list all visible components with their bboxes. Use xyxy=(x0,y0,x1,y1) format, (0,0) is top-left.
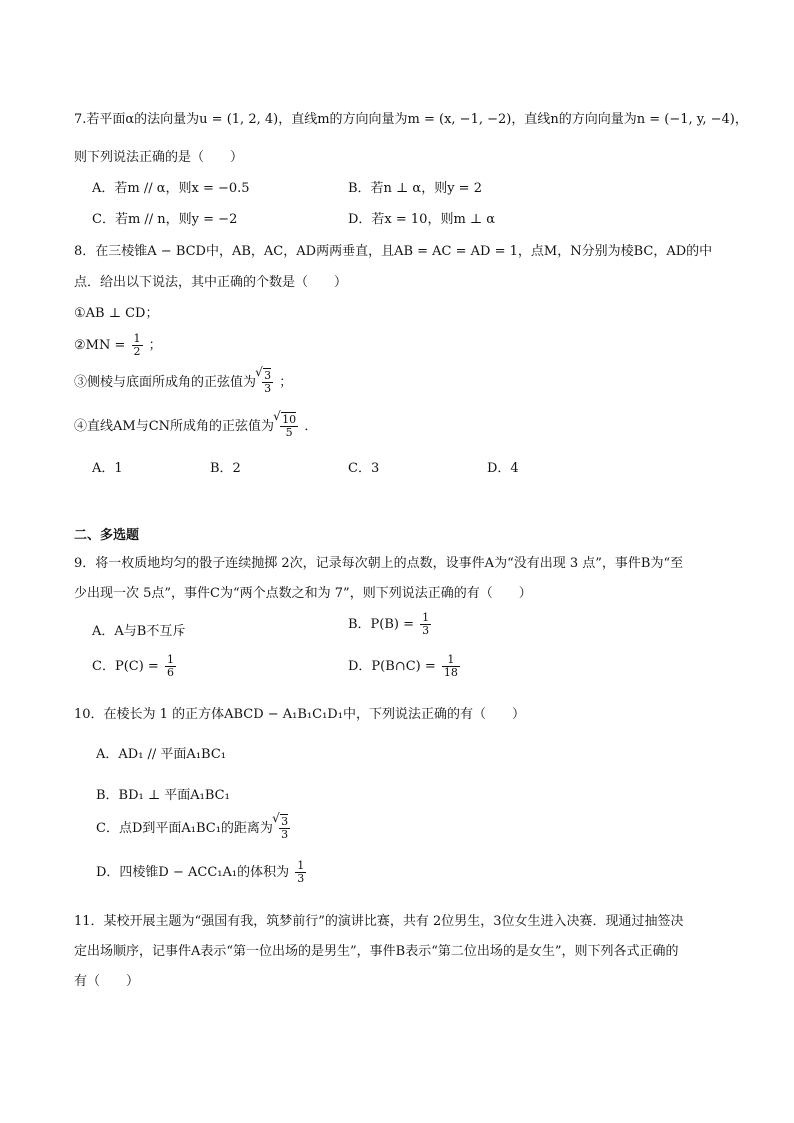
q10-option-a: A．AD₁ // 平面A₁BC₁ xyxy=(96,747,226,762)
q7-option-a: A．若m // α，则x = −0.5 xyxy=(92,181,250,196)
q8-option-b: B．2 xyxy=(210,461,241,476)
q10-c-denominator: 3 xyxy=(281,828,289,841)
q7-option-d: D．若x = 10，则m ⊥ α xyxy=(348,212,496,227)
q9-stem-line1: 9．将一枚质地均匀的骰子连续抛掷 2次，记录每次朝上的点数，设事件A为“没有出现 3 点”，事件B为“至 xyxy=(74,556,684,571)
q9-d-denominator: 18 xyxy=(443,666,458,679)
q8-s3-denominator: 3 xyxy=(264,382,272,395)
q8-statement-4 xyxy=(74,414,317,439)
q10-c-text: C．点D到平面A₁BC₁的距离为 xyxy=(96,821,273,836)
q8-stem-line2: 点．给出以下说法，其中正确的个数是（ ） xyxy=(74,275,348,290)
q9-option-a: A．A与B不互斥 xyxy=(92,624,186,639)
q10-d-denominator: 3 xyxy=(297,872,305,885)
q9-d-fraction xyxy=(442,654,460,679)
q10-d-fraction xyxy=(295,860,306,885)
q8-s3-end: ； xyxy=(279,375,293,390)
q8-s4-numerator: √ 10 xyxy=(281,412,296,426)
q8-s4-fraction xyxy=(280,414,298,439)
q9-b-text: B．P(B) = xyxy=(348,617,415,632)
q8-s2-end: ； xyxy=(148,338,162,353)
q10-option-d xyxy=(96,860,308,885)
q9-option-d xyxy=(348,654,462,679)
q9-option-c xyxy=(92,654,178,679)
q8-statement-1: ①AB ⊥ CD； xyxy=(74,306,159,321)
q8-s3-numerator: √ 3 xyxy=(263,368,271,382)
q8-s3-text: ③侧棱与底面所成角的正弦值为 xyxy=(74,375,257,390)
q9-option-b xyxy=(348,612,433,637)
q8-statement-3 xyxy=(74,370,292,395)
q10-c-fraction xyxy=(279,816,290,841)
q7-option-b: B．若n ⊥ α，则y = 2 xyxy=(348,181,482,196)
q9-stem-line2: 少出现一次 5点”，事件C为“两个点数之和为 7”，则下列说法正确的有（ ） xyxy=(74,586,532,601)
q10-stem: 10．在棱长为 1 的正方体ABCD − A₁B₁C₁D₁中，下列说法正确的有（ ） xyxy=(74,707,525,722)
q9-c-numerator: 1 xyxy=(166,653,174,666)
q8-s4-denominator: 5 xyxy=(285,426,293,439)
q8-stem-line1: 8．在三棱锥A − BCD中，AB，AC，AD两两垂直，且AB = AC = AD = 1，点M，N分别为棱BC，AD的中 xyxy=(74,244,713,259)
q8-option-c: C．3 xyxy=(348,461,380,476)
q8-s4-text: ④直线AM与CN所成角的正弦值为 xyxy=(74,419,275,434)
q8-s2-text: ②MN = xyxy=(74,338,126,353)
q7-stem-line1: 7.若平面α的法向量为u = (1, 2, 4)，直线m的方向向量为m = (x, −1, −2)，直线n的方向向量为n = (−1, y, −4)， xyxy=(74,112,748,127)
q7-option-c: C．若m // n，则y = −2 xyxy=(92,212,238,227)
q10-c-numerator: √ 3 xyxy=(280,814,288,828)
q8-s2-fraction xyxy=(132,333,143,358)
q8-option-a: A．1 xyxy=(92,461,123,476)
q8-s2-numerator: 1 xyxy=(133,332,141,345)
q11-stem-line3: 有（ ） xyxy=(74,974,140,989)
q7-stem-line2: 则下列说法正确的是（ ） xyxy=(74,150,244,165)
q9-c-denominator: 6 xyxy=(166,666,174,679)
q9-d-numerator: 1 xyxy=(442,654,460,667)
q10-d-text: D．四棱锥D − ACC₁A₁的体积为 xyxy=(96,865,290,880)
q8-s2-denominator: 2 xyxy=(133,345,141,358)
q10-d-numerator: 1 xyxy=(297,859,305,872)
q9-b-numerator: 1 xyxy=(422,611,430,624)
q9-d-text: D．P(B∩C) = xyxy=(348,659,436,674)
q11-stem-line2: 定出场顺序，记事件A表示“第一位出场的是男生”，事件B表示“第二位出场的是女生”，则下列各式正确的 xyxy=(74,944,679,959)
q8-statement-2 xyxy=(74,333,162,358)
q8-s3-fraction xyxy=(262,370,273,395)
q9-b-denominator: 3 xyxy=(422,624,430,637)
q10-option-b: B．BD₁ ⊥ 平面A₁BC₁ xyxy=(96,788,230,803)
q9-b-fraction xyxy=(420,612,431,637)
q11-stem-line1: 11．某校开展主题为“强国有我，筑梦前行”的演讲比赛，共有 2位男生，3位女生进入决赛．现通过抽签决 xyxy=(74,914,684,929)
q8-option-d: D．4 xyxy=(487,461,519,476)
q9-c-fraction xyxy=(165,654,176,679)
q10-option-c xyxy=(96,816,292,841)
section-heading-multiple-choice: 二、多选题 xyxy=(74,528,140,543)
q8-s4-end: ． xyxy=(304,419,318,434)
q9-c-text: C．P(C) = xyxy=(92,659,159,674)
